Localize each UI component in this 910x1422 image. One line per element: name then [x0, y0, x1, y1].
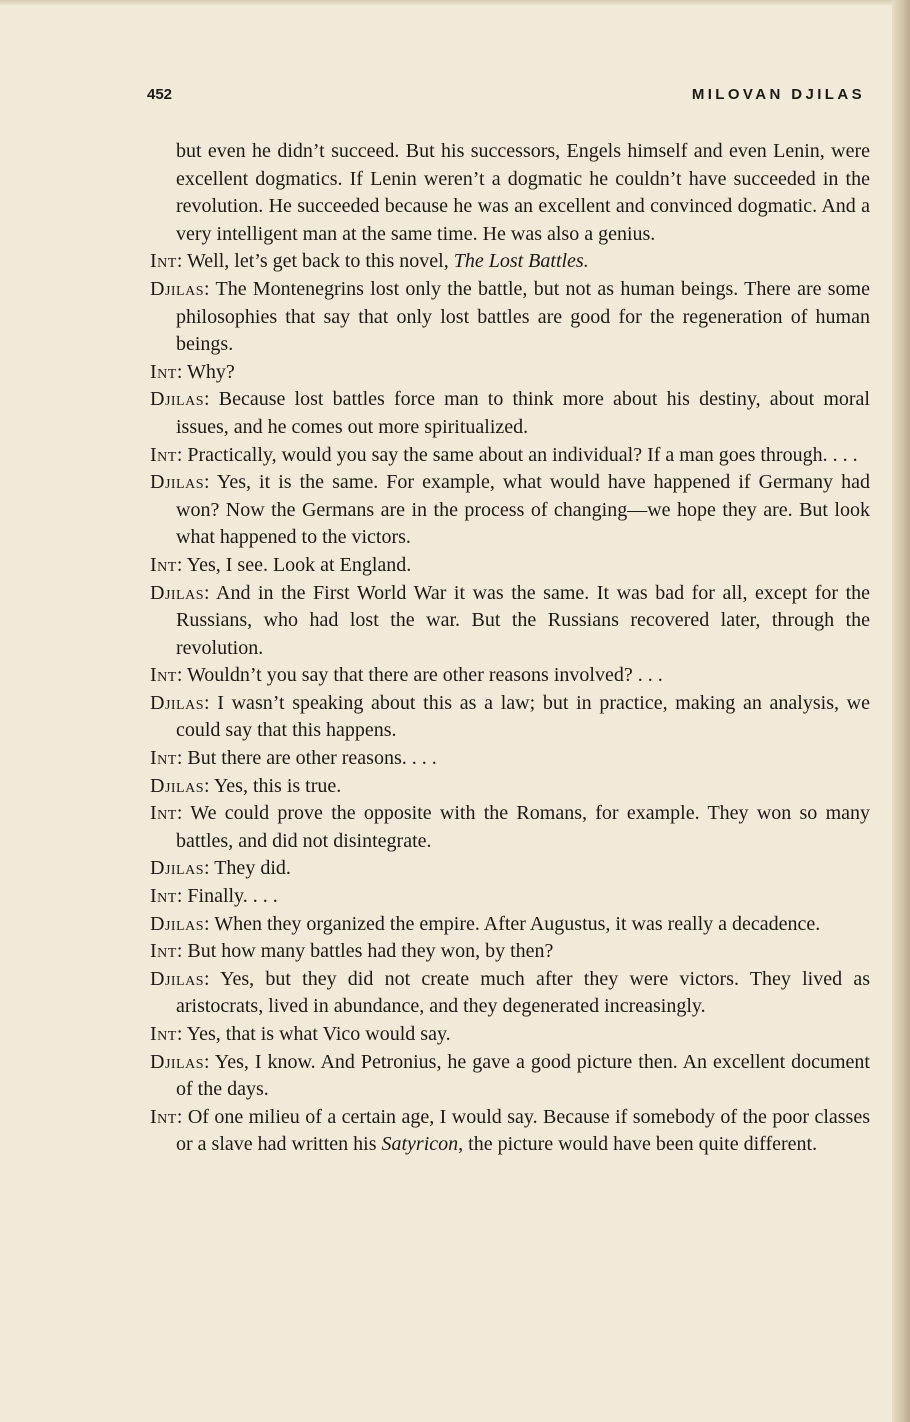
paragraph: Djilas: Yes, it is the same. For example, what would have happened if Germany had won? Now the Germans are in the process of changing—we hope they are. But look what happened to the victors. [150, 471, 870, 549]
speaker-label: Djilas [150, 857, 205, 880]
paragraph-text: Yes, I know. And Petronius, he gave a good picture then. An excellent document of the days. [176, 1050, 870, 1101]
paragraph: Int: Why? [150, 360, 235, 383]
speaker-label: Int [150, 443, 177, 466]
paragraph-text: But there are other reasons. . . . [187, 747, 437, 770]
book-title: Satyricon, [381, 1133, 464, 1156]
speaker-label: Djilas [150, 691, 205, 714]
speaker-label: Djilas [150, 388, 205, 411]
paragraph: Int: Well, let’s get back to this novel, The Lost Battles. [150, 250, 589, 273]
paragraph-text: Yes, this is true. [213, 774, 342, 797]
running-head: MILOVAN DJILAS [691, 86, 865, 103]
paragraph: Int: Finally. . . . [150, 885, 278, 908]
paragraph-text: but even he didn’t succeed. But his successors, Engels himself and even Lenin, were excellent dogmatics. If Lenin weren’t a dogmatic he couldn’t have succeeded in the revolution. He succeeded because he was an excellent and convinced dogmatic. And a very intelligent man at the same time. He was also a genius. [176, 140, 870, 245]
speaker-label: Int [150, 885, 177, 908]
speaker-label: Int [150, 664, 177, 687]
paragraph: Djilas: And in the First World War it was the same. It was bad for all, except for the Russians, who had lost the war. But the Russians recovered later, through the revolution. [150, 581, 871, 659]
paragraph-text: Well, let’s get back to this novel, [187, 250, 454, 273]
paragraph-text: Yes, it is the same. For example, what would have happened if Germany had won? Now the Germans are in the process of changing—we hope they are. But look what happened to the victors. [176, 471, 870, 549]
paragraph: Djilas: Yes, this is true. [150, 774, 342, 797]
paragraph-text: Yes, that is what Vico would say. [186, 1023, 451, 1045]
paragraph-text: the picture would have been quite different. [463, 1133, 818, 1156]
paragraph: Djilas: Because lost battles force man to think more about his destiny, about moral issues, and he comes out more spiritualized. [150, 388, 870, 438]
paragraph: Djilas: They did. [150, 857, 291, 880]
paragraph-text: They did. [214, 857, 291, 880]
paragraph-text: Practically, would you say the same about an individual? If a man goes through. . . . [187, 443, 858, 466]
paragraph: Int: Yes, I see. Look at England. [150, 553, 412, 576]
speaker-label: Djilas [150, 471, 205, 494]
paragraph: Int: Practically, would you say the same about an individual? If a man goes through. . . . [150, 443, 858, 466]
paragraph-text: Because lost battles force man to think more about his destiny, about moral issues, and he comes out more spiritualized. [176, 388, 870, 438]
paragraph: Djilas: Yes, but they did not create much after they were victors. They lived as aristocrats, lived in abundance, and they degenerated increasingly. [150, 967, 870, 1018]
paragraph-text: The Montenegrins lost only the battle, but not as human beings. There are some philosophies that say that only lost battles are good for the regeneration of human beings. [176, 277, 870, 356]
speaker-label: Djilas [150, 774, 205, 797]
speaker-label: Int [150, 747, 177, 770]
speaker-label: Djilas [150, 581, 205, 604]
paragraph-text: Of one milieu of a certain age, I would say. Because if somebody of the poor classes or a slave had written his [176, 1105, 870, 1156]
speaker-label: Int [150, 360, 177, 383]
page-top-edge [0, 0, 910, 6]
paragraph: Int: We could prove the opposite with the Romans, for example. They won so many battles, and did not disintegrate. [150, 802, 870, 852]
speaker-label: Int [150, 1105, 177, 1128]
book-title: The Lost Battles. [453, 250, 589, 273]
paragraph: Djilas: When they organized the empire. After Augustus, it was really a decadence. [150, 912, 821, 935]
paragraph-text: And in the First World War it was the same. It was bad for all, except for the Russians, who had lost the war. But the Russians recovered later, through the revolution. [176, 581, 871, 659]
paragraph-text: When they organized the empire. After Augustus, it was really a decadence. [214, 912, 821, 935]
paragraph-text: Yes, I see. Look at England. [186, 553, 412, 576]
paragraph-text: Yes, but they did not create much after they were victors. They lived as aristocrats, lived in abundance, and they degenerated increasingly. [176, 967, 870, 1018]
paragraph: Int: But there are other reasons. . . . [150, 747, 437, 770]
paragraph: Int: Of one milieu of a certain age, I would say. Because if somebody of the poor classes or a slave had written his Satyricon, the picture would have been quite different. [150, 1105, 870, 1156]
speaker-label: Int [150, 940, 177, 963]
paragraph: Int: Yes, that is what Vico would say. [150, 1023, 451, 1045]
page-number: 452 [147, 86, 173, 103]
page-right-edge [892, 0, 910, 1422]
speaker-label: Int [150, 1023, 177, 1045]
paragraph: Int: But how many battles had they won, by then? [150, 940, 554, 963]
speaker-label: Djilas [150, 277, 205, 300]
interview-text [150, 138, 870, 1159]
paragraph: Djilas: The Montenegrins lost only the battle, but not as human beings. There are some philosophies that say that only lost battles are good for the regeneration of human beings. [150, 277, 870, 356]
paragraph-text: But how many battles had they won, by then? [187, 940, 554, 963]
paragraph: Int: Wouldn’t you say that there are other reasons involved? . . . [150, 664, 663, 687]
paragraph-text: Finally. . . . [187, 885, 278, 908]
speaker-label: Djilas [150, 912, 205, 935]
paragraph: Djilas: I wasn’t speaking about this as a law; but in practice, making an analysis, we could say that this happens. [150, 691, 870, 742]
speaker-label: Int [150, 553, 177, 576]
speaker-label: Int [150, 250, 177, 273]
speaker-label: Djilas [150, 967, 205, 990]
speaker-label: Int [150, 802, 177, 825]
paragraph-text: I wasn’t speaking about this as a law; but in practice, making an analysis, we could say that this happens. [176, 691, 870, 742]
paragraph-text: Why? [187, 360, 235, 383]
page-header [147, 86, 865, 116]
paragraph: Djilas: Yes, I know. And Petronius, he gave a good picture then. An excellent document of the days. [150, 1050, 870, 1101]
paragraph-text: We could prove the opposite with the Romans, for example. They won so many battles, and did not disintegrate. [176, 802, 870, 852]
paragraph-text: Wouldn’t you say that there are other reasons involved? . . . [187, 664, 663, 687]
speaker-label: Djilas [150, 1050, 205, 1073]
paragraph [150, 138, 870, 248]
